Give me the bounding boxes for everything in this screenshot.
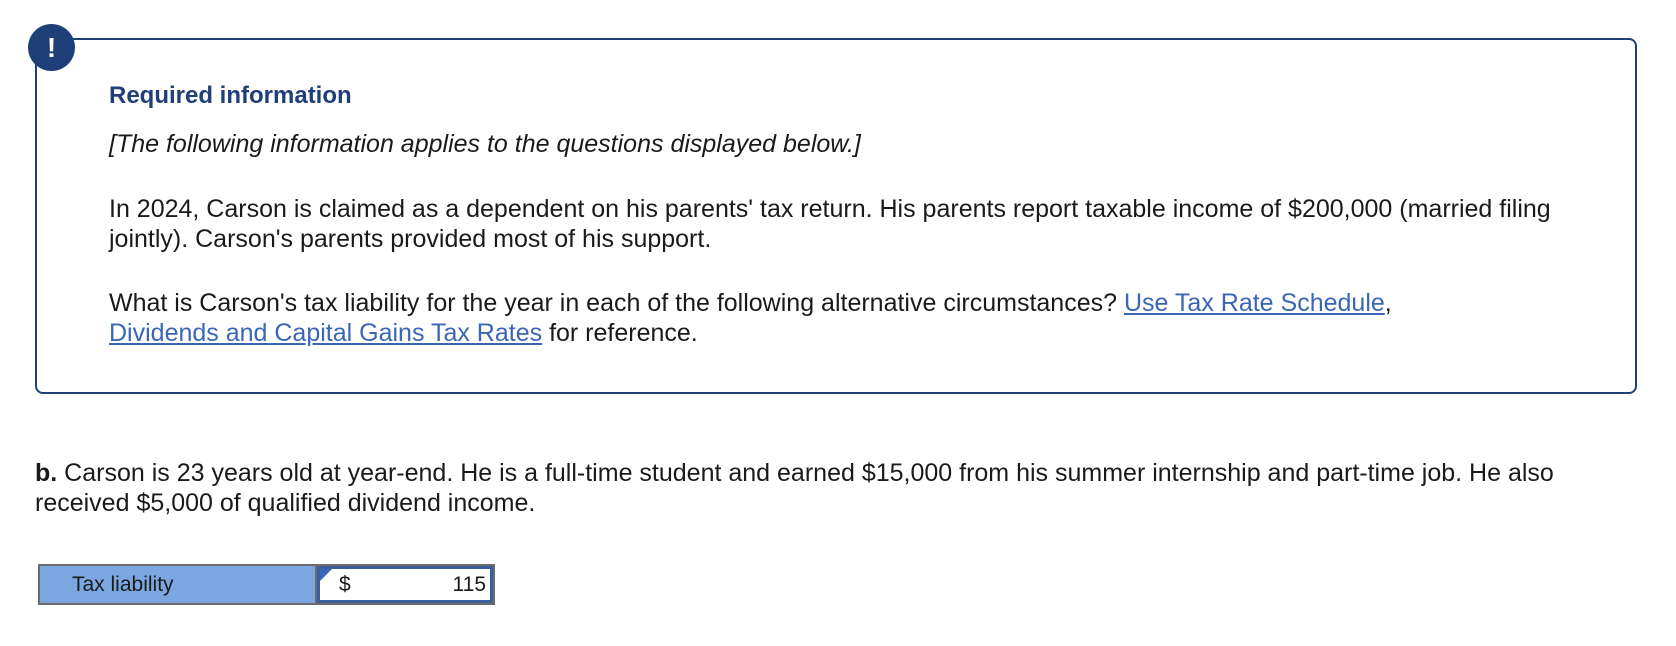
link-separator: , bbox=[1384, 289, 1392, 317]
alert-icon: ! bbox=[28, 24, 75, 71]
info-question-paragraph bbox=[109, 288, 1589, 348]
capital-gains-rates-link[interactable]: Dividends and Capital Gains Tax Rates bbox=[109, 319, 543, 347]
reference-suffix: for reference. bbox=[549, 319, 698, 347]
info-paragraph: In 2024, Carson is claimed as a dependent on his parents' tax return. His parents report taxable income of $200,000 (married filing jointly). Carson's parents provided most of his support. bbox=[109, 195, 1551, 253]
info-subtitle: [The following information applies to the questions displayed below.] bbox=[109, 130, 861, 158]
tax-liability-input[interactable] bbox=[379, 572, 490, 598]
info-question-text: What is Carson's tax liability for the year in each of the following alternative circumstances? bbox=[109, 289, 1118, 317]
cell-marker-icon bbox=[320, 569, 332, 581]
currency-symbol: $ bbox=[339, 572, 351, 596]
tax-liability-cell[interactable] bbox=[317, 566, 493, 603]
info-title: Required information bbox=[109, 82, 352, 109]
tax-rate-schedule-link[interactable]: Use Tax Rate Schedule bbox=[1123, 289, 1385, 317]
question-label: b. bbox=[35, 459, 58, 487]
required-information-panel bbox=[35, 38, 1637, 394]
question-text: Carson is 23 years old at year-end. He is a full-time student and earned $15,000 from his summer internship and part-time job. He also received $5,000 of qualified dividend income. bbox=[35, 459, 1554, 517]
question-b bbox=[35, 458, 1655, 518]
tax-liability-label: Tax liability bbox=[40, 566, 317, 603]
answer-table bbox=[38, 564, 495, 605]
